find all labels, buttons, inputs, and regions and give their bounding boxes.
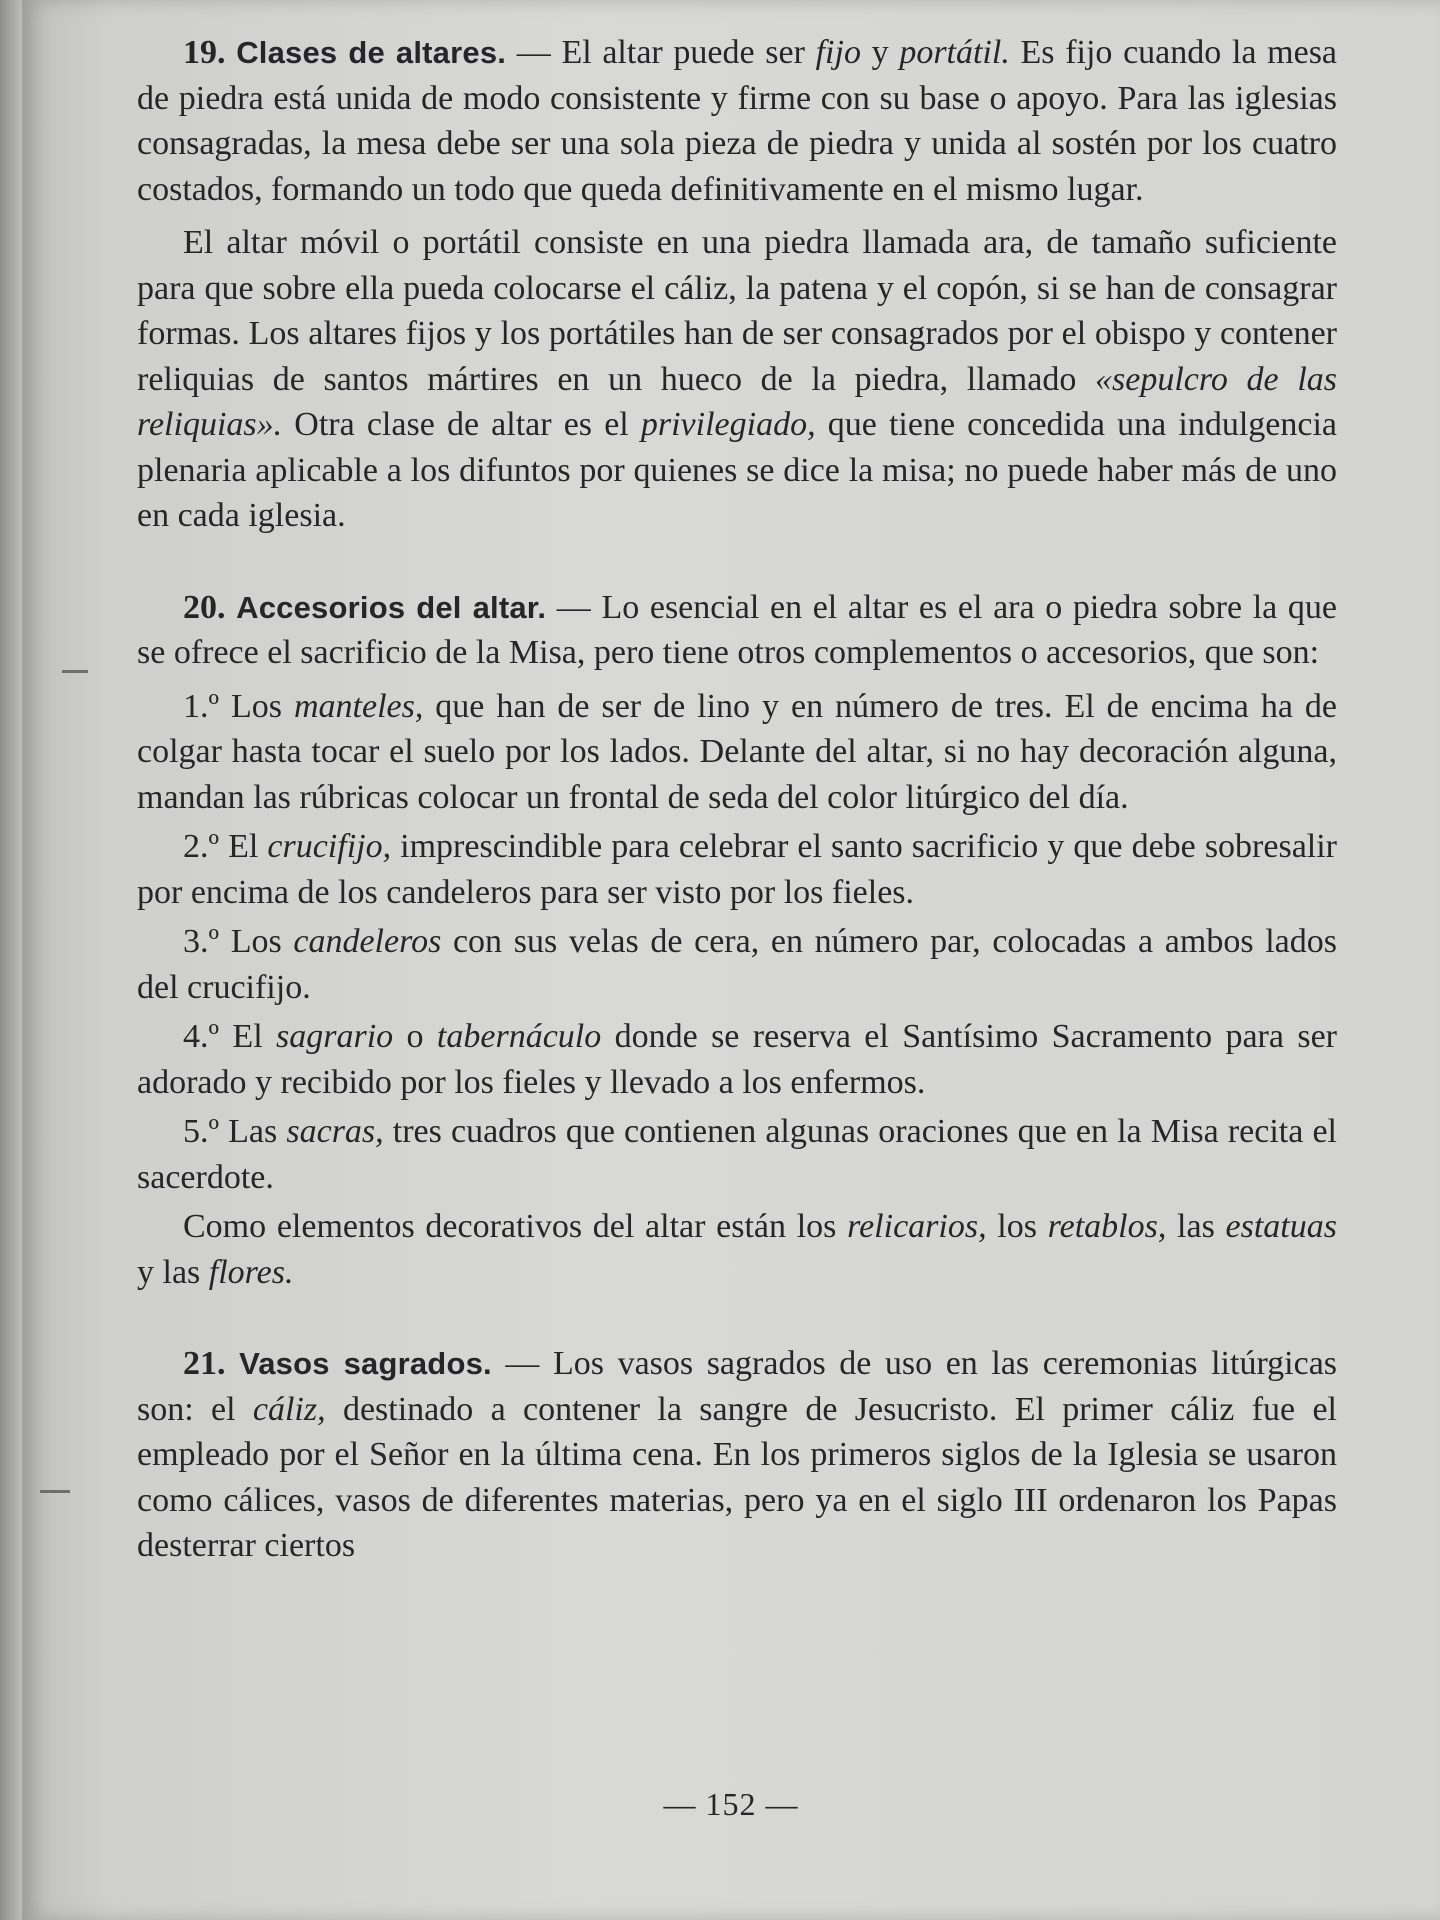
text-run: El altar puede ser xyxy=(561,34,816,71)
section-number: 21. xyxy=(183,1345,226,1382)
page-body xyxy=(137,30,1337,1569)
text-run: los xyxy=(986,1208,1048,1245)
list-item xyxy=(137,1109,1337,1200)
section-21 xyxy=(137,1341,1337,1569)
text-run: y las xyxy=(137,1253,209,1291)
text-run: o xyxy=(393,1018,437,1055)
section-number: 19. xyxy=(183,34,226,71)
italic-term: flores. xyxy=(208,1253,294,1291)
italic-term: portátil. xyxy=(899,34,1010,71)
text-run: Otra clase de altar es el xyxy=(282,406,641,443)
list-item xyxy=(137,824,1337,915)
text-run: Los xyxy=(219,923,294,960)
section-title: Clases de altares. xyxy=(236,35,507,70)
margin-mark-1 xyxy=(62,670,88,673)
text-run: con sus velas de cera, en número par, colocadas a ambos lados del crucifijo. xyxy=(137,923,1337,1006)
text-run: Los xyxy=(219,687,294,725)
section-title: Vasos sagrados. xyxy=(239,1346,492,1381)
paragraph xyxy=(137,585,1337,676)
book-page xyxy=(22,0,1440,1920)
italic-term: estatuas xyxy=(1225,1208,1337,1245)
text-run: Lo esencial en el altar es el ara o piedra sobre la que se ofrece el sacrificio de la Misa, pero tiene otros complementos o accesorios, que son: xyxy=(137,588,1337,671)
section-number: 20. xyxy=(183,588,226,626)
item-number: 2.º xyxy=(183,828,220,865)
italic-term: privilegiado, xyxy=(640,406,816,443)
text-run: tres cuadros que contienen algunas oraciones que en la Misa recita el sacerdote. xyxy=(137,1113,1337,1196)
text-run: Es fijo cuando la mesa de piedra está unida de modo consistente y firme con su base o apoyo. Para las iglesias consagradas, la mesa debe ser una sola pieza de piedra y unida al sostén por los cuatro costados, formando un todo que queda definitivamente en el mismo lugar. xyxy=(137,34,1338,208)
italic-term: manteles, xyxy=(293,687,424,725)
item-number: 1.º xyxy=(183,687,220,725)
text-run: que tiene concedida una indulgencia plenaria aplicable a los difuntos por quienes se dice la misa; no puede haber más de uno en cada iglesia. xyxy=(137,406,1337,534)
text-run: las xyxy=(1166,1208,1226,1245)
text-run: Las xyxy=(219,1113,287,1150)
em-dash: — xyxy=(546,588,602,626)
paragraph xyxy=(137,220,1337,539)
italic-term: fijo xyxy=(815,34,861,71)
list-item xyxy=(137,1014,1337,1105)
italic-term: crucifijo, xyxy=(267,828,392,865)
italic-term: «sepulcro de las reliquias». xyxy=(137,360,1337,443)
section-title: Accesorios del altar. xyxy=(236,589,547,625)
italic-term: tabernáculo xyxy=(436,1018,602,1055)
page-number: — 152 — xyxy=(663,1786,799,1822)
text-run: imprescindible para celebrar el santo sacrificio y que debe sobresalir por encima de los candeleros para ser visto por los fieles. xyxy=(137,828,1337,911)
italic-term: candeleros xyxy=(293,923,442,960)
text-run: y xyxy=(860,34,900,71)
text-run: que han de ser de lino y en número de tres. El de encima ha de colgar hasta tocar el suelo por los lados. Delante del altar, si no hay decoración alguna, mandan las rúbricas colocar un frontal de seda del color litúrgico del día. xyxy=(137,687,1338,816)
em-dash: — xyxy=(506,34,562,71)
text-run: donde se reserva el Santísimo Sacramento para ser adorado y recibido por los fieles y llevado a los enfermos. xyxy=(137,1018,1337,1101)
list-item xyxy=(137,919,1337,1010)
margin-mark-2 xyxy=(40,1490,70,1493)
italic-term: sagrario xyxy=(276,1018,394,1055)
section-19 xyxy=(137,30,1337,539)
item-number: 4.º xyxy=(183,1018,220,1055)
em-dash: — xyxy=(491,1345,553,1382)
paragraph xyxy=(137,30,1337,212)
paragraph xyxy=(137,1204,1337,1295)
list-item xyxy=(137,684,1337,821)
text-run: Como elementos decorativos del altar están los xyxy=(183,1208,848,1245)
item-number: 5.º xyxy=(183,1113,220,1150)
book-gutter xyxy=(0,0,22,1920)
text-run: El xyxy=(219,828,268,865)
section-20 xyxy=(137,585,1337,1296)
paragraph xyxy=(137,1341,1337,1569)
italic-term: retablos, xyxy=(1047,1208,1167,1245)
text-run: El xyxy=(219,1018,277,1055)
text-run: Los vasos sagrados de uso en las ceremonias litúrgicas son: el xyxy=(137,1345,1338,1428)
text-run: destinado a contener la sangre de Jesucristo. El primer cáliz fue el empleado por el Señor en la última cena. En los primeros siglos de la Iglesia se usaron como cálices, vasos de diferentes materias, pero ya en el siglo III ordenaron los Papas desterrar ciertos xyxy=(137,1390,1337,1564)
italic-term: sacras, xyxy=(286,1113,384,1150)
italic-term: cáliz, xyxy=(252,1390,326,1428)
item-number: 3.º xyxy=(183,923,220,960)
text-run: El altar móvil o portátil consiste en una piedra llamada ara, de tamaño suficiente para que sobre ella pueda colocarse el cáliz, la patena y el copón, si se han de consagrar formas. Los altares fijos y los portátiles han de ser consagrados por el obispo y contener reliquias de santos mártires en un hueco de la piedra, llamado xyxy=(137,224,1337,398)
italic-term: relicarios, xyxy=(847,1208,987,1245)
